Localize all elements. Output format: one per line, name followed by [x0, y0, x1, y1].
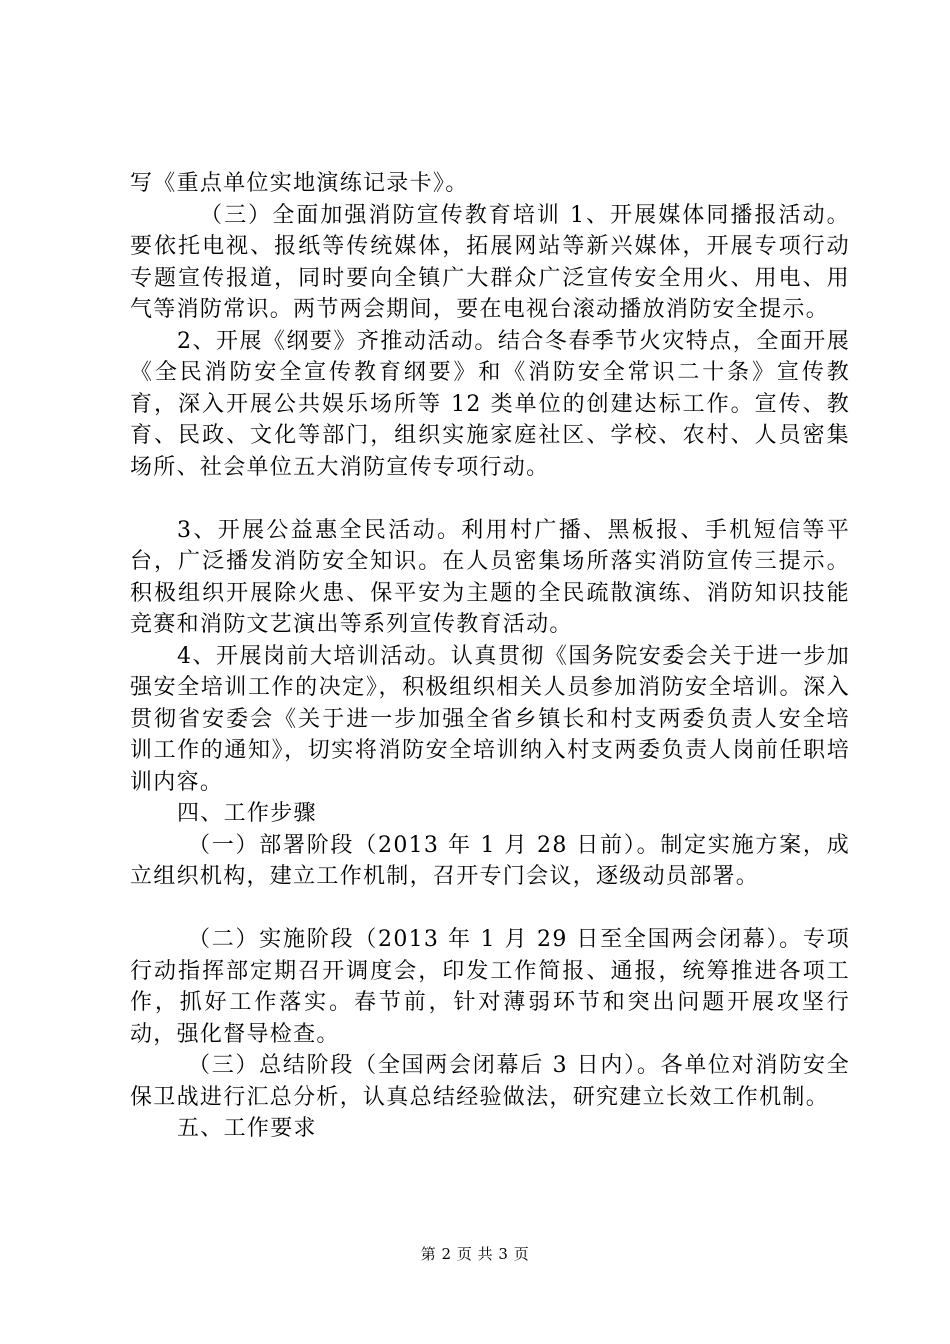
- paragraph-outline-activity: 2、开展《纲要》齐推动活动。结合冬春季节火灾特点，全面开展《全民消防安全宣传教育纲要》和《消防安全常识二十条》宣传教育，深入开展公共娱乐场所等 12 类单位的创建达标工作。宣传、教育、民政、文化等部门，组织实施家庭社区、学校、农村、人员密集场所、社会单位五大消防宣传专项行动。: [130, 328, 850, 480]
- paragraph-publicity-education: （三）全面加强消防宣传教育培训 1、开展媒体同播报活动。要依托电视、报纸等传统媒体，拓展网站等新兴媒体，开展专项行动专题宣传报道，同时要向全镇广大群众广泛宣传安全用火、用电、用气等消防常识。两节两会期间，要在电视台滚动播放消防安全提示。: [130, 202, 850, 322]
- heading-work-steps: 四、工作步骤: [177, 801, 317, 826]
- paragraph-record-card: 写《重点单位实地演练记录卡》。: [130, 171, 469, 196]
- paragraph-public-welfare-activity: 3、开展公益惠全民活动。利用村广播、黑板报、手机短信等平台，广泛播发消防安全知识。在人员密集场所落实消防宣传三提示。积极组织开展除火患、保平安为主题的全民疏散演练、消防知识技能竞赛和消防文艺演出等系列宣传教育活动。: [130, 517, 850, 637]
- heading-work-requirements: 五、工作要求: [177, 1116, 317, 1141]
- spacer: [130, 893, 850, 925]
- paragraph-summary-stage: （三）总结阶段（全国两会闭幕后 3 日内）。各单位对消防安全保卫战进行汇总分析，认真总结经验做法，研究建立长效工作机制。: [130, 1053, 850, 1110]
- spacer: [130, 483, 850, 515]
- page-number-footer: 第 2 页 共 3 页: [420, 1245, 530, 1263]
- paragraph-implementation-stage: （二）实施阶段（2013 年 1 月 29 日至全国两会闭幕）。专项行动指挥部定期召开调度会，印发工作简报、通报，统筹推进各项工作，抓好工作落实。春节前，针对薄弱环节和突出问题开展攻坚行动，强化督导检查。: [130, 927, 850, 1047]
- paragraph-deployment-stage: （一）部署阶段（2013 年 1 月 28 日前）。制定实施方案，成立组织机构，建立工作机制，召开专门会议，逐级动员部署。: [130, 832, 850, 889]
- paragraph-pre-job-training: 4、开展岗前大培训活动。认真贯彻《国务院安委会关于进一步加强安全培训工作的决定》，积极组织相关人员参加消防安全培训。深入贯彻省安委会《关于进一步加强全省乡镇长和村支两委负责人安全培训工作的通知》，切实将消防安全培训纳入村支两委负责人岗前任职培训内容。: [130, 643, 850, 795]
- document-body: [130, 168, 850, 1145]
